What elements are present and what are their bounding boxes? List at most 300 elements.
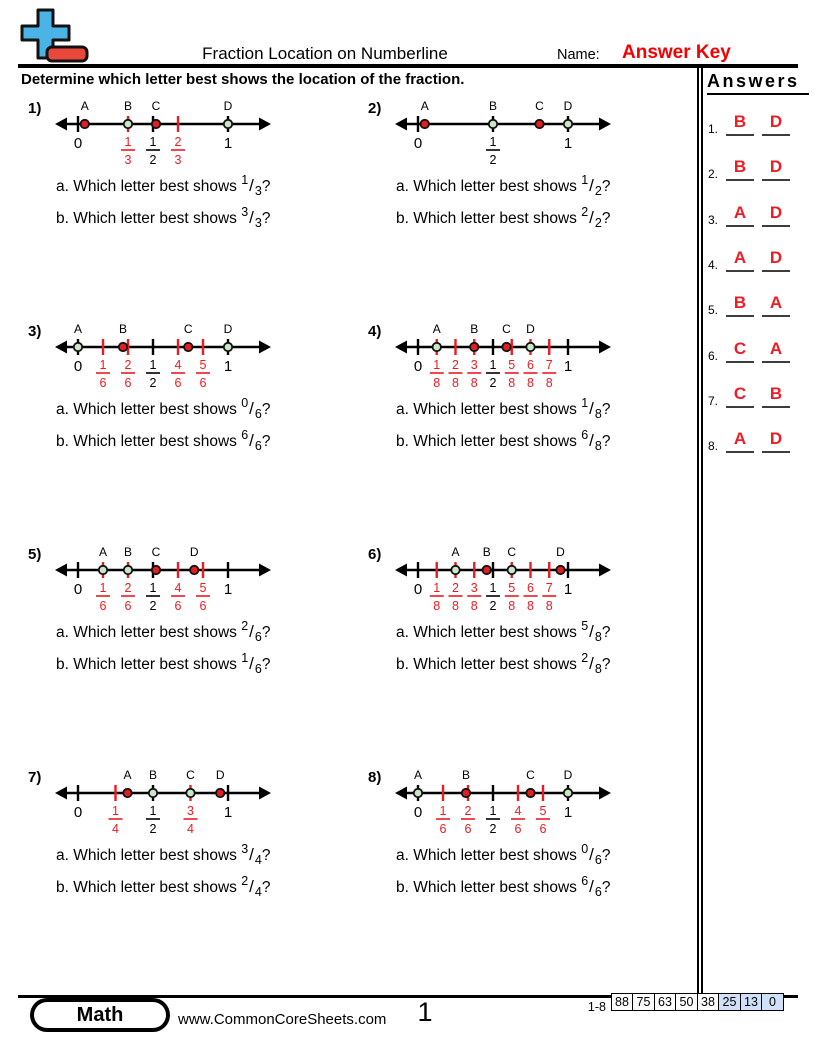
question-mark: ? — [601, 178, 611, 195]
question-list — [396, 842, 696, 909]
question-list — [56, 396, 356, 463]
question-line — [56, 651, 356, 686]
question-text: a. Which letter best shows — [396, 401, 582, 418]
svg-text:4: 4 — [174, 581, 182, 595]
problem-number: 4) — [368, 323, 382, 340]
problem — [360, 542, 698, 760]
name-label: Name: — [557, 47, 600, 63]
fraction-numerator: 1 — [581, 396, 589, 410]
website-url: www.CommonCoreSheets.com — [178, 1011, 387, 1028]
question-text: a. Which letter best shows — [396, 847, 582, 864]
question-line — [396, 428, 696, 463]
svg-text:C: C — [151, 99, 161, 113]
svg-text:6: 6 — [124, 599, 132, 613]
question-text: b. Which letter best shows — [396, 210, 582, 227]
fraction-slash: / — [589, 208, 594, 227]
svg-text:B: B — [488, 99, 498, 113]
problem-number: 6) — [368, 546, 382, 563]
svg-text:D: D — [563, 768, 573, 782]
fraction-denominator: 8 — [594, 630, 602, 644]
svg-text:6: 6 — [199, 376, 207, 390]
commoncoresheets-logo — [10, 4, 90, 71]
svg-text:4: 4 — [112, 822, 119, 836]
fraction-slash: / — [589, 877, 594, 896]
svg-text:2: 2 — [489, 599, 497, 613]
svg-text:1: 1 — [489, 135, 497, 149]
svg-text:D: D — [223, 322, 233, 336]
question-line — [396, 874, 696, 909]
svg-text:0: 0 — [413, 135, 423, 152]
svg-text:0: 0 — [73, 358, 83, 375]
svg-text:5: 5 — [508, 581, 516, 595]
score-cell: 75 — [632, 993, 655, 1011]
svg-text:1: 1 — [223, 135, 233, 152]
question-text: a. Which letter best shows — [396, 178, 582, 195]
fraction-denominator: 8 — [594, 662, 602, 676]
grading-score-table — [612, 993, 784, 1011]
svg-text:8: 8 — [433, 599, 441, 613]
question-mark: ? — [601, 624, 611, 641]
subject-label: Math — [34, 1002, 166, 1028]
svg-text:2: 2 — [489, 822, 497, 836]
svg-text:0: 0 — [413, 581, 423, 598]
fraction-denominator: 6 — [594, 885, 602, 899]
answer-row-number: 2. — [708, 167, 719, 182]
fraction-numerator: 1 — [241, 173, 249, 187]
svg-text:6: 6 — [539, 822, 547, 836]
question-list — [56, 173, 356, 240]
numberline-graphic — [394, 765, 612, 841]
svg-text:0: 0 — [413, 358, 423, 375]
question-line — [396, 619, 696, 654]
question-text: a. Which letter best shows — [56, 624, 242, 641]
svg-text:2: 2 — [149, 822, 157, 836]
svg-text:2: 2 — [489, 376, 497, 390]
question-mark: ? — [601, 847, 611, 864]
svg-text:1: 1 — [489, 581, 497, 595]
question-list — [396, 173, 696, 240]
svg-text:1: 1 — [489, 804, 497, 818]
answer-row — [704, 112, 814, 152]
question-line — [56, 842, 356, 877]
score-cell: 25 — [718, 993, 741, 1011]
svg-text:6: 6 — [99, 376, 107, 390]
svg-text:6: 6 — [527, 581, 534, 595]
question-mark: ? — [601, 401, 611, 418]
svg-text:2: 2 — [452, 358, 459, 372]
answer-row-number: 4. — [708, 257, 719, 272]
svg-text:8: 8 — [470, 376, 478, 390]
question-list — [56, 842, 356, 909]
svg-text:8: 8 — [545, 376, 553, 390]
answer-letter-b: A — [762, 293, 790, 317]
question-line — [396, 205, 696, 240]
answer-letter-a: B — [726, 293, 754, 317]
question-mark: ? — [261, 433, 271, 450]
problem-number: 1) — [28, 100, 42, 117]
question-text: a. Which letter best shows — [396, 624, 582, 641]
fraction-numerator: 2 — [241, 619, 249, 633]
fraction-slash: / — [249, 176, 254, 195]
svg-text:7: 7 — [545, 581, 553, 595]
fraction-numerator: 0 — [241, 396, 249, 410]
fraction-numerator: 5 — [581, 619, 589, 633]
fraction-denominator: 8 — [594, 407, 602, 421]
score-cell: 13 — [740, 993, 763, 1011]
svg-text:2: 2 — [124, 581, 132, 595]
question-mark: ? — [601, 433, 611, 450]
fraction-slash: / — [249, 877, 254, 896]
svg-text:0: 0 — [73, 135, 83, 152]
question-line — [396, 396, 696, 431]
numberline-graphic — [54, 765, 272, 841]
svg-text:1: 1 — [433, 581, 441, 595]
answer-row-number: 1. — [708, 122, 719, 136]
svg-text:8: 8 — [545, 599, 553, 613]
fraction-slash: / — [589, 176, 594, 195]
svg-text:3: 3 — [174, 153, 182, 167]
answer-row — [704, 248, 814, 288]
svg-text:1: 1 — [439, 804, 447, 818]
score-cell: 0 — [761, 993, 784, 1011]
question-text: b. Which letter best shows — [56, 433, 242, 450]
svg-text:4: 4 — [514, 804, 522, 818]
fraction-slash: / — [249, 622, 254, 641]
svg-text:C: C — [183, 322, 193, 336]
svg-text:C: C — [502, 322, 511, 336]
svg-text:6: 6 — [527, 358, 534, 372]
svg-text:1: 1 — [563, 358, 573, 375]
question-line — [396, 173, 696, 208]
svg-text:1: 1 — [223, 581, 233, 598]
svg-text:A: A — [451, 545, 460, 559]
fraction-numerator: 1 — [241, 651, 249, 665]
logo-minus-shape — [47, 47, 87, 61]
fraction-numerator: 1 — [581, 173, 589, 187]
svg-text:D: D — [563, 99, 573, 113]
answer-row — [704, 429, 814, 469]
score-cell: 63 — [654, 993, 677, 1011]
answer-row — [704, 157, 814, 197]
subject-badge — [30, 998, 170, 1032]
svg-text:7: 7 — [545, 358, 553, 372]
svg-text:4: 4 — [174, 358, 182, 372]
question-mark: ? — [601, 879, 611, 896]
problem — [20, 542, 358, 760]
fraction-numerator: 2 — [241, 874, 249, 888]
fraction-numerator: 6 — [241, 428, 249, 442]
svg-text:8: 8 — [433, 376, 441, 390]
svg-text:1: 1 — [149, 135, 157, 149]
answer-row-number: 7. — [708, 393, 719, 408]
fraction-denominator: 4 — [254, 853, 262, 867]
fraction-denominator: 6 — [254, 662, 262, 676]
svg-text:3: 3 — [187, 804, 194, 818]
fraction-numerator: 3 — [241, 205, 249, 219]
fraction-numerator: 2 — [581, 651, 589, 665]
fraction-denominator: 4 — [254, 885, 262, 899]
question-mark: ? — [261, 656, 271, 673]
svg-text:2: 2 — [124, 358, 132, 372]
answer-letter-a: A — [726, 429, 754, 453]
question-mark: ? — [261, 401, 271, 418]
svg-text:A: A — [80, 99, 89, 113]
svg-text:3: 3 — [124, 153, 132, 167]
svg-text:1: 1 — [489, 358, 497, 372]
question-list — [56, 619, 356, 686]
svg-text:5: 5 — [199, 358, 207, 372]
svg-text:D: D — [215, 768, 225, 782]
answer-letter-a: C — [726, 339, 754, 363]
svg-text:A: A — [98, 545, 108, 559]
svg-text:C: C — [535, 99, 544, 113]
fraction-numerator: 3 — [241, 842, 249, 856]
fraction-denominator: 6 — [254, 439, 262, 453]
svg-text:6: 6 — [174, 599, 182, 613]
question-list — [396, 396, 696, 463]
svg-text:1: 1 — [112, 804, 119, 818]
answer-row-number: 6. — [708, 348, 719, 363]
numberline-graphic — [54, 96, 272, 172]
question-text: a. Which letter best shows — [56, 401, 242, 418]
svg-text:1: 1 — [124, 135, 132, 149]
question-line — [56, 874, 356, 909]
question-text: b. Which letter best shows — [56, 879, 242, 896]
answer-letter-a: C — [726, 384, 754, 408]
problem — [360, 96, 698, 314]
question-mark: ? — [601, 656, 611, 673]
svg-text:B: B — [461, 768, 471, 782]
problem — [20, 765, 358, 983]
fraction-slash: / — [589, 845, 594, 864]
svg-text:5: 5 — [508, 358, 516, 372]
question-text: b. Which letter best shows — [396, 879, 582, 896]
svg-text:2: 2 — [149, 599, 157, 613]
svg-text:A: A — [123, 768, 132, 782]
question-line — [56, 619, 356, 654]
question-line — [56, 428, 356, 463]
numberline-graphic — [54, 319, 272, 395]
svg-text:1: 1 — [99, 358, 107, 372]
svg-text:3: 3 — [470, 581, 478, 595]
svg-text:1: 1 — [563, 804, 573, 821]
problem-number: 7) — [28, 769, 42, 786]
svg-text:2: 2 — [174, 135, 182, 149]
svg-text:6: 6 — [124, 376, 132, 390]
svg-text:D: D — [556, 545, 565, 559]
question-mark: ? — [261, 847, 271, 864]
answer-letter-a: A — [726, 248, 754, 272]
fraction-slash: / — [589, 399, 594, 418]
answer-letter-b: B — [762, 384, 790, 408]
svg-text:1: 1 — [563, 135, 573, 152]
fraction-denominator: 6 — [594, 853, 602, 867]
answer-letter-b: D — [762, 203, 790, 227]
answer-row — [704, 293, 814, 333]
question-text: a. Which letter best shows — [56, 178, 242, 195]
fraction-slash: / — [589, 654, 594, 673]
question-text: a. Which letter best shows — [56, 847, 242, 864]
svg-text:B: B — [123, 545, 133, 559]
problem-number: 5) — [28, 546, 42, 563]
svg-text:1: 1 — [149, 804, 157, 818]
svg-text:1: 1 — [563, 581, 573, 598]
fraction-denominator: 3 — [254, 184, 262, 198]
answer-letter-a: B — [726, 157, 754, 181]
svg-text:B: B — [148, 768, 158, 782]
svg-text:2: 2 — [149, 376, 157, 390]
question-mark: ? — [261, 624, 271, 641]
problem — [20, 96, 358, 314]
question-list — [396, 619, 696, 686]
svg-text:1: 1 — [223, 804, 233, 821]
fraction-denominator: 6 — [254, 407, 262, 421]
fraction-slash: / — [249, 431, 254, 450]
answer-letter-b: D — [762, 112, 790, 136]
score-cell: 88 — [611, 993, 634, 1011]
svg-text:2: 2 — [149, 153, 157, 167]
svg-text:1: 1 — [149, 581, 157, 595]
fraction-numerator: 6 — [581, 428, 589, 442]
svg-text:6: 6 — [439, 822, 447, 836]
answer-letter-b: A — [762, 339, 790, 363]
numberline-graphic — [394, 542, 612, 618]
answer-row-number: 5. — [708, 303, 719, 318]
answer-row — [704, 384, 814, 424]
fraction-slash: / — [249, 208, 254, 227]
svg-text:2: 2 — [489, 153, 497, 167]
svg-text:B: B — [118, 322, 128, 336]
fraction-numerator: 6 — [581, 874, 589, 888]
svg-text:6: 6 — [99, 599, 107, 613]
answer-letter-a: A — [726, 203, 754, 227]
question-line — [56, 205, 356, 240]
question-text: b. Which letter best shows — [396, 433, 582, 450]
svg-text:C: C — [186, 768, 195, 782]
svg-text:6: 6 — [514, 822, 522, 836]
svg-text:B: B — [470, 322, 479, 336]
answer-letter-b: D — [762, 157, 790, 181]
svg-text:0: 0 — [413, 804, 423, 821]
svg-text:6: 6 — [464, 822, 472, 836]
question-mark: ? — [261, 178, 271, 195]
svg-text:3: 3 — [470, 358, 478, 372]
fraction-denominator: 2 — [594, 184, 602, 198]
svg-text:C: C — [151, 545, 161, 559]
svg-text:1: 1 — [99, 581, 107, 595]
svg-text:8: 8 — [527, 599, 534, 613]
svg-text:8: 8 — [452, 599, 459, 613]
svg-text:D: D — [526, 322, 535, 336]
svg-text:1: 1 — [149, 358, 157, 372]
problem-number: 2) — [368, 100, 382, 117]
question-line — [56, 396, 356, 431]
score-cell: 50 — [675, 993, 698, 1011]
svg-text:A: A — [413, 768, 423, 782]
svg-text:5: 5 — [199, 581, 207, 595]
answer-key-label: Answer Key — [622, 42, 731, 63]
numberline-graphic — [54, 542, 272, 618]
svg-text:A: A — [420, 99, 429, 113]
instruction-text: Determine which letter best shows the location of the fraction. — [21, 71, 465, 88]
svg-text:8: 8 — [508, 599, 516, 613]
svg-text:6: 6 — [174, 376, 182, 390]
fraction-denominator: 2 — [594, 216, 602, 230]
svg-text:D: D — [189, 545, 199, 559]
svg-text:8: 8 — [527, 376, 534, 390]
svg-text:8: 8 — [470, 599, 478, 613]
svg-text:B: B — [123, 99, 133, 113]
answer-row-number: 3. — [708, 212, 719, 227]
question-mark: ? — [601, 210, 611, 227]
answer-letter-b: D — [762, 248, 790, 272]
fraction-slash: / — [249, 845, 254, 864]
question-mark: ? — [261, 879, 271, 896]
svg-text:8: 8 — [452, 376, 459, 390]
score-cell: 38 — [697, 993, 720, 1011]
svg-text:1: 1 — [223, 358, 233, 375]
fraction-slash: / — [249, 399, 254, 418]
svg-text:6: 6 — [199, 599, 207, 613]
answer-row-number: 8. — [708, 439, 719, 454]
page-title: Fraction Location on Numberline — [202, 44, 448, 63]
answer-row — [704, 339, 814, 379]
fraction-numerator: 2 — [581, 205, 589, 219]
header-divider — [18, 64, 798, 68]
fraction-numerator: 0 — [581, 842, 589, 856]
fraction-slash: / — [589, 622, 594, 641]
fraction-denominator: 6 — [254, 630, 262, 644]
fraction-denominator: 8 — [594, 439, 602, 453]
svg-text:B: B — [482, 545, 491, 559]
question-text: b. Which letter best shows — [56, 210, 242, 227]
question-text: b. Which letter best shows — [396, 656, 582, 673]
problem — [360, 319, 698, 537]
svg-text:5: 5 — [539, 804, 547, 818]
question-line — [396, 842, 696, 877]
numberline-graphic — [394, 96, 612, 172]
fraction-denominator: 3 — [254, 216, 262, 230]
question-text: b. Which letter best shows — [56, 656, 242, 673]
svg-text:0: 0 — [73, 581, 83, 598]
svg-text:2: 2 — [452, 581, 459, 595]
page-number: 1 — [417, 997, 433, 1027]
problem-number: 3) — [28, 323, 42, 340]
svg-text:C: C — [526, 768, 535, 782]
plus-minus-icon — [10, 4, 90, 66]
answer-letter-b: D — [762, 429, 790, 453]
problem-number: 8) — [368, 769, 382, 786]
svg-text:C: C — [507, 545, 517, 559]
question-mark: ? — [261, 210, 271, 227]
fraction-slash: / — [249, 654, 254, 673]
svg-text:8: 8 — [508, 376, 516, 390]
svg-text:D: D — [223, 99, 233, 113]
problem — [20, 319, 358, 537]
svg-text:0: 0 — [73, 804, 83, 821]
answer-letter-a: B — [726, 112, 754, 136]
svg-text:2: 2 — [464, 804, 472, 818]
score-range-label: 1-8 — [587, 1000, 606, 1014]
question-line — [56, 173, 356, 208]
svg-text:A: A — [73, 322, 83, 336]
svg-text:1: 1 — [433, 358, 441, 372]
answers-list — [704, 112, 814, 472]
problem — [360, 765, 698, 983]
question-line — [396, 651, 696, 686]
answers-panel-divider-inner — [701, 68, 703, 993]
svg-text:4: 4 — [187, 822, 194, 836]
